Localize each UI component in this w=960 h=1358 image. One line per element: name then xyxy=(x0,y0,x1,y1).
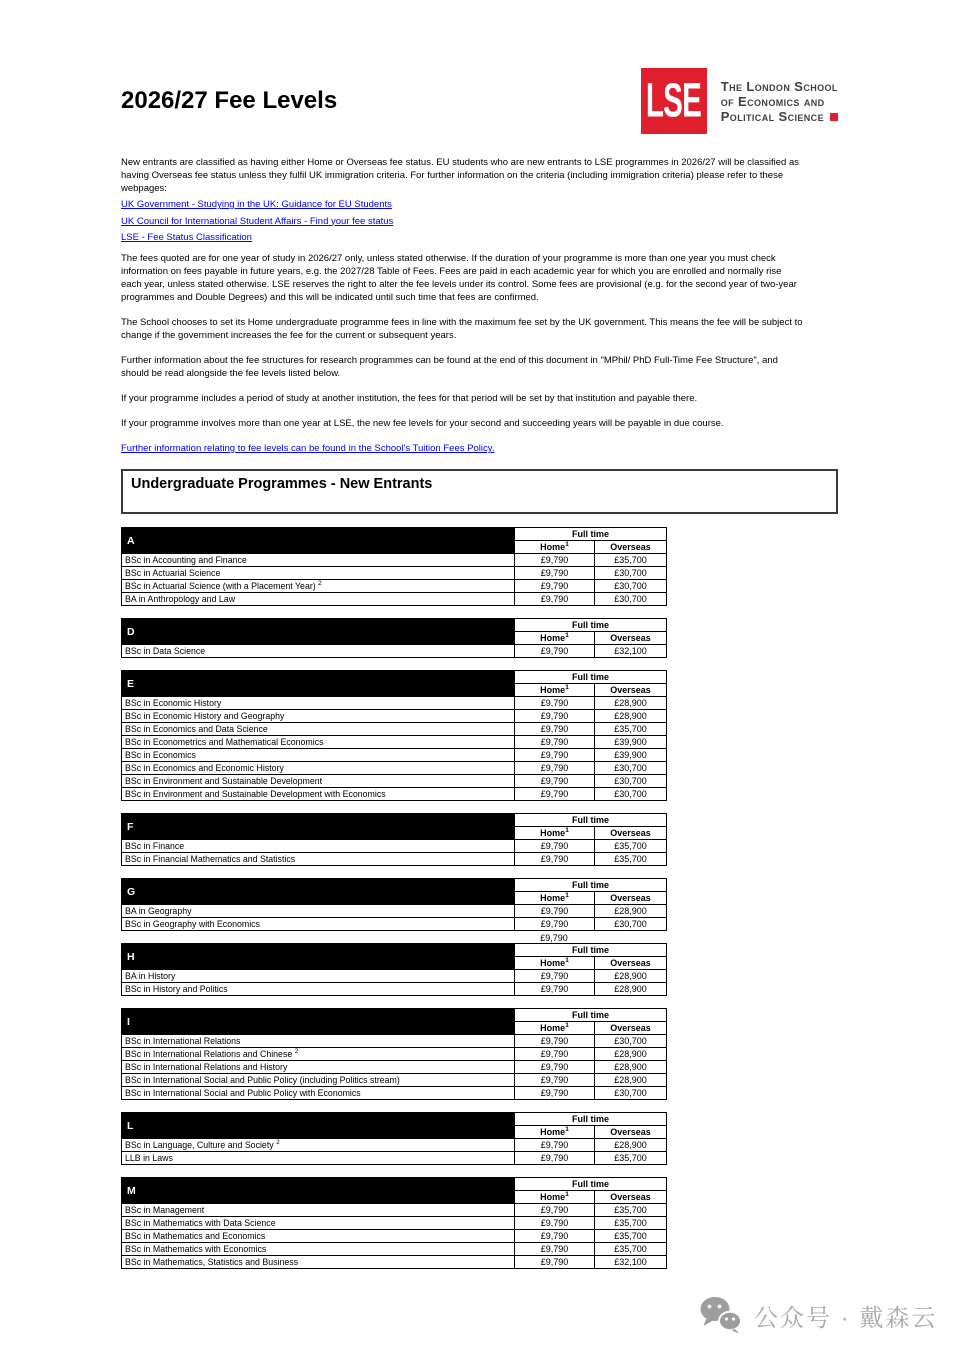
document-header xyxy=(121,66,838,136)
section-letter: M xyxy=(122,1178,515,1204)
overseas-fee-cell: £32,100 xyxy=(595,645,667,658)
paragraph-line: If your programme includes a period of study at another institution, the fees for that period will be set by that institution and payable there. xyxy=(121,393,698,404)
table-header-row xyxy=(122,879,667,892)
table-header-row xyxy=(122,1113,667,1126)
table-row xyxy=(122,697,667,710)
table-row xyxy=(122,905,667,918)
paragraph-line: If your programme involves more than one year at LSE, the new fee levels for your second and succeeding years will be payable in due course. xyxy=(121,418,724,429)
table-header-row xyxy=(122,619,667,632)
overseas-fee-cell: £35,700 xyxy=(595,1230,667,1243)
overseas-column-header: Overseas xyxy=(595,957,667,970)
programme-name: BSc in Economics and Data Science xyxy=(125,724,268,734)
home-column-header xyxy=(515,684,595,697)
programme-cell xyxy=(122,567,515,580)
fee-table-F xyxy=(121,813,667,866)
table-row xyxy=(122,1152,667,1165)
programme-cell xyxy=(122,580,515,593)
programme-name: BSc in Econometrics and Mathematical Economics xyxy=(125,737,324,747)
paragraph xyxy=(121,156,838,195)
full-time-header: Full time xyxy=(515,528,667,541)
overseas-fee-cell: £35,700 xyxy=(595,840,667,853)
home-fee-cell: £9,790 xyxy=(515,710,595,723)
home-fee-cell: £9,790 xyxy=(515,1035,595,1048)
programme-cell xyxy=(122,736,515,749)
home-label: Home xyxy=(540,958,566,968)
overseas-fee-cell: £30,700 xyxy=(595,762,667,775)
overseas-fee-cell: £28,900 xyxy=(595,983,667,996)
footnote-marker: 2 xyxy=(276,1139,280,1147)
programme-name: BSc in Environment and Sustainable Development with Economics xyxy=(125,789,386,799)
fee-table-L xyxy=(121,1112,667,1165)
programme-name: BSc in Mathematics with Data Science xyxy=(125,1218,276,1228)
full-time-header: Full time xyxy=(515,1178,667,1191)
home-label: Home xyxy=(540,828,566,838)
overseas-fee-cell: £39,900 xyxy=(595,749,667,762)
logo-line-3: Political Science xyxy=(720,109,824,124)
home-fee-cell: £9,790 xyxy=(515,775,595,788)
full-time-header: Full time xyxy=(515,879,667,892)
home-fee-cell: £9,790 xyxy=(515,918,595,931)
home-fee-cell: £9,790 xyxy=(515,645,595,658)
paragraph-line: should be read alongside the fee levels listed below. xyxy=(121,368,341,379)
home-fee-cell: £9,790 xyxy=(515,1204,595,1217)
table-row xyxy=(122,1139,667,1152)
fee-table-A xyxy=(121,527,667,606)
overseas-fee-cell: £30,700 xyxy=(595,1087,667,1100)
table-row xyxy=(122,736,667,749)
programme-name: BSc in Mathematics with Economics xyxy=(125,1244,267,1254)
home-fee-cell: £9,790 xyxy=(515,905,595,918)
home-fee-cell: £9,790 xyxy=(515,593,595,606)
programme-name: BSc in International Social and Public Policy (including Politics stream) xyxy=(125,1075,400,1085)
paragraph-line: The School chooses to set its Home undergraduate programme fees in line with the maximum fee set by the UK government. This means the fee will be subject to xyxy=(121,317,803,328)
section-letter: D xyxy=(122,619,515,645)
home-footnote-marker: 1 xyxy=(565,957,569,964)
overseas-fee-cell: £35,700 xyxy=(595,1217,667,1230)
home-fee-cell: £9,790 xyxy=(515,1087,595,1100)
home-column-header xyxy=(515,541,595,554)
programme-name: BSc in Economics and Economic History xyxy=(125,763,284,773)
link-ukcisa-fee-status[interactable]: UK Council for International Student Affairs - Find your fee status xyxy=(121,215,394,227)
programme-name: BSc in Finance xyxy=(125,841,185,851)
programme-cell xyxy=(122,853,515,866)
footnote-marker: 2 xyxy=(318,580,322,588)
programme-name: BSc in Economic History xyxy=(125,698,222,708)
overseas-column-header: Overseas xyxy=(595,1191,667,1204)
programme-cell xyxy=(122,554,515,567)
programme-name: BSc in Language, Culture and Society xyxy=(125,1140,274,1150)
home-fee-cell: £9,790 xyxy=(515,580,595,593)
programme-name: BSc in Actuarial Science (with a Placement Year) xyxy=(125,581,316,591)
home-label: Home xyxy=(540,542,566,552)
overseas-column-header: Overseas xyxy=(595,1022,667,1035)
table-row xyxy=(122,840,667,853)
lse-logo-wordmark xyxy=(721,68,838,124)
table-row xyxy=(122,983,667,996)
overseas-fee-cell: £30,700 xyxy=(595,775,667,788)
overseas-column-header: Overseas xyxy=(595,892,667,905)
table-row xyxy=(122,788,667,801)
home-fee-cell: £9,790 xyxy=(515,567,595,580)
table-header-row xyxy=(122,528,667,541)
section-heading: Undergraduate Programmes - New Entrants xyxy=(131,476,433,492)
programme-cell xyxy=(122,775,515,788)
paragraph xyxy=(121,417,838,430)
paragraph xyxy=(121,392,838,405)
table-row xyxy=(122,918,667,931)
overseas-column-header: Overseas xyxy=(595,632,667,645)
programme-cell xyxy=(122,749,515,762)
programme-name: BA in Geography xyxy=(125,906,192,916)
home-column-header xyxy=(515,1022,595,1035)
programme-name: BSc in International Relations and History xyxy=(125,1062,288,1072)
programme-name: BSc in Geography with Economics xyxy=(125,919,260,929)
programme-cell xyxy=(122,1243,515,1256)
programme-name: BSc in Financial Mathematics and Statistics xyxy=(125,854,296,864)
programme-name: BSc in Mathematics and Economics xyxy=(125,1231,266,1241)
logo-line-1: The London School xyxy=(720,79,838,94)
table-header-row xyxy=(122,944,667,957)
section-letter: F xyxy=(122,814,515,840)
table-row xyxy=(122,1087,667,1100)
table-row xyxy=(122,567,667,580)
intro-text-block xyxy=(121,156,838,455)
home-footnote-marker: 1 xyxy=(565,541,569,548)
home-footnote-marker: 1 xyxy=(565,684,569,691)
home-footnote-marker: 1 xyxy=(565,827,569,834)
fee-table-I xyxy=(121,1008,667,1100)
programme-name: BA in History xyxy=(125,971,176,981)
overseas-fee-cell: £30,700 xyxy=(595,567,667,580)
programme-cell xyxy=(122,918,515,931)
overseas-fee-cell: £30,700 xyxy=(595,580,667,593)
home-fee-cell: £9,790 xyxy=(515,697,595,710)
full-time-header: Full time xyxy=(515,944,667,957)
overseas-fee-cell: £28,900 xyxy=(595,905,667,918)
programme-name: LLB in Laws xyxy=(125,1153,173,1163)
table-header-row xyxy=(122,1178,667,1191)
orphan-home-fee: £9,790 xyxy=(540,933,568,943)
home-column-header xyxy=(515,892,595,905)
home-label: Home xyxy=(540,1127,566,1137)
home-fee-cell: £9,790 xyxy=(515,853,595,866)
table-row xyxy=(122,853,667,866)
programme-name: BSc in Data Science xyxy=(125,646,206,656)
programme-name: BSc in Actuarial Science xyxy=(125,568,221,578)
paragraph-line: information on fees payable in future years, e.g. the 2027/28 Table of Fees. Fees are paid in each academic year for which you are enrolled and normally rise xyxy=(121,266,782,277)
fee-table-H xyxy=(121,943,667,996)
logo-red-square-icon xyxy=(830,113,838,121)
programme-cell xyxy=(122,1256,515,1269)
overseas-fee-cell: £32,100 xyxy=(595,1256,667,1269)
programme-cell xyxy=(122,1152,515,1165)
home-fee-cell: £9,790 xyxy=(515,736,595,749)
programme-cell xyxy=(122,1139,515,1152)
overseas-fee-cell: £35,700 xyxy=(595,1152,667,1165)
home-footnote-marker: 1 xyxy=(565,1022,569,1029)
overseas-fee-cell: £35,700 xyxy=(595,1204,667,1217)
link-lse-fee-status-classification[interactable]: LSE - Fee Status Classification xyxy=(121,232,252,243)
section-letter: L xyxy=(122,1113,515,1139)
table-row xyxy=(122,593,667,606)
programme-cell xyxy=(122,710,515,723)
overseas-fee-cell: £30,700 xyxy=(595,918,667,931)
table-row xyxy=(122,762,667,775)
home-column-header xyxy=(515,632,595,645)
programme-cell xyxy=(122,1048,515,1061)
overseas-column-header: Overseas xyxy=(595,1126,667,1139)
home-fee-cell: £9,790 xyxy=(515,788,595,801)
lse-logo-square xyxy=(641,68,707,134)
programme-name: BSc in Management xyxy=(125,1205,205,1215)
table-row xyxy=(122,970,667,983)
programme-cell xyxy=(122,1204,515,1217)
overseas-fee-cell: £28,900 xyxy=(595,697,667,710)
overseas-column-header: Overseas xyxy=(595,827,667,840)
programme-cell xyxy=(122,970,515,983)
paragraph-line: programmes and Double Degrees) and this will be indicated until such time that fees are confirmed. xyxy=(121,292,539,303)
table-row xyxy=(122,1048,667,1061)
programme-cell xyxy=(122,840,515,853)
home-label: Home xyxy=(540,1023,566,1033)
home-footnote-marker: 1 xyxy=(565,1126,569,1133)
table-row xyxy=(122,580,667,593)
home-fee-cell: £9,790 xyxy=(515,723,595,736)
table-row xyxy=(122,1256,667,1269)
programme-name: BSc in Mathematics, Statistics and Business xyxy=(125,1257,299,1267)
overseas-fee-cell: £35,700 xyxy=(595,1243,667,1256)
full-time-header: Full time xyxy=(515,619,667,632)
fee-table-E xyxy=(121,670,667,801)
home-footnote-marker: 1 xyxy=(565,1191,569,1198)
logo-line-2: of Economics and xyxy=(720,94,825,109)
home-fee-cell: £9,790 xyxy=(515,970,595,983)
overseas-fee-cell: £30,700 xyxy=(595,593,667,606)
section-letter: H xyxy=(122,944,515,970)
full-time-header: Full time xyxy=(515,1009,667,1022)
home-fee-cell: £9,790 xyxy=(515,749,595,762)
programme-cell xyxy=(122,1230,515,1243)
table-row xyxy=(122,1204,667,1217)
home-column-header xyxy=(515,1126,595,1139)
table-row xyxy=(122,1243,667,1256)
programme-name: BSc in Environment and Sustainable Development xyxy=(125,776,323,786)
full-time-header: Full time xyxy=(515,814,667,827)
overseas-fee-cell: £35,700 xyxy=(595,723,667,736)
fee-table-D xyxy=(121,618,667,658)
table-header-row xyxy=(122,1009,667,1022)
fee-table-M xyxy=(121,1177,667,1269)
table-row xyxy=(122,1061,667,1074)
programme-name: BSc in History and Politics xyxy=(125,984,228,994)
table-row xyxy=(122,554,667,567)
paragraph-line: change if the government increases the fee for the current or subsequent years. xyxy=(121,330,457,341)
table-row xyxy=(122,723,667,736)
paragraph-line: New entrants are classified as having either Home or Overseas fee status. EU students who are new entrants to LSE programmes in 2026/27 will be classified as xyxy=(121,157,800,168)
page-title: 2026/27 Fee Levels xyxy=(121,87,338,114)
home-fee-cell: £9,790 xyxy=(515,1074,595,1087)
programme-cell xyxy=(122,1074,515,1087)
full-time-header: Full time xyxy=(515,1113,667,1126)
paragraph-line: The fees quoted are for one year of study in 2026/27 only, unless stated otherwise. If the duration of your programme is more than one year you must check xyxy=(121,253,776,264)
home-label: Home xyxy=(540,685,566,695)
table-header-row xyxy=(122,814,667,827)
programme-cell xyxy=(122,1061,515,1074)
programme-cell xyxy=(122,1217,515,1230)
overseas-fee-cell: £35,700 xyxy=(595,853,667,866)
home-fee-cell: £9,790 xyxy=(515,1139,595,1152)
section-letter: G xyxy=(122,879,515,905)
home-fee-cell: £9,790 xyxy=(515,1256,595,1269)
overseas-fee-cell: £39,900 xyxy=(595,736,667,749)
overseas-fee-cell: £30,700 xyxy=(595,1035,667,1048)
home-fee-cell: £9,790 xyxy=(515,840,595,853)
section-heading-box xyxy=(121,469,838,514)
paragraph-line: Further information about the fee structures for research programmes can be found at the end of this document in "MPhil/ PhD Full-Time Fee Structure", and xyxy=(121,355,778,366)
programme-cell xyxy=(122,1035,515,1048)
programme-name: BSc in Accounting and Finance xyxy=(125,555,247,565)
programme-cell xyxy=(122,788,515,801)
table-row xyxy=(122,1230,667,1243)
home-fee-cell: £9,790 xyxy=(515,1217,595,1230)
paragraph xyxy=(121,252,838,304)
home-label: Home xyxy=(540,893,566,903)
home-fee-cell: £9,790 xyxy=(515,1152,595,1165)
section-letter: E xyxy=(122,671,515,697)
programme-name: BSc in International Relations and Chinese xyxy=(125,1049,293,1059)
watermark-text: 公众号 · 戴森云 xyxy=(754,1304,938,1332)
section-letter: A xyxy=(122,528,515,554)
orphan-fee-row xyxy=(121,931,666,943)
overseas-column-header: Overseas xyxy=(595,684,667,697)
paragraph xyxy=(121,316,838,342)
programme-name: BSc in Economic History and Geography xyxy=(125,711,285,721)
home-fee-cell: £9,790 xyxy=(515,983,595,996)
paragraph xyxy=(121,354,838,380)
overseas-fee-cell: £28,900 xyxy=(595,1139,667,1152)
programme-cell xyxy=(122,645,515,658)
table-header-row xyxy=(122,671,667,684)
programme-cell xyxy=(122,983,515,996)
document-page xyxy=(121,0,838,1281)
fee-table-G xyxy=(121,878,667,931)
link-uk-government-eu-students[interactable]: UK Government - Studying in the UK: Guidance for EU Students xyxy=(121,199,392,210)
table-row xyxy=(122,749,667,762)
full-time-header: Full time xyxy=(515,671,667,684)
overseas-fee-cell: £35,700 xyxy=(595,554,667,567)
table-row xyxy=(122,710,667,723)
programme-name: BSc in International Relations xyxy=(125,1036,241,1046)
programme-name: BSc in International Social and Public Policy with Economics xyxy=(125,1088,361,1098)
logo-line-3-wrap xyxy=(721,109,838,124)
home-fee-cell: £9,790 xyxy=(515,1048,595,1061)
home-fee-cell: £9,790 xyxy=(515,1243,595,1256)
home-column-header xyxy=(515,957,595,970)
footnote-marker: 2 xyxy=(294,1048,299,1056)
overseas-fee-cell: £30,700 xyxy=(595,788,667,801)
home-footnote-marker: 1 xyxy=(565,632,569,639)
programme-cell xyxy=(122,905,515,918)
paragraph-line: webpages: xyxy=(121,183,167,194)
fee-tables-container xyxy=(121,527,838,1269)
wechat-icon xyxy=(698,1295,744,1335)
home-fee-cell: £9,790 xyxy=(515,1061,595,1074)
programme-name: BA in Anthropology and Law xyxy=(125,594,236,604)
section-letter: I xyxy=(122,1009,515,1035)
home-column-header xyxy=(515,827,595,840)
programme-cell xyxy=(122,1087,515,1100)
table-row xyxy=(122,645,667,658)
programme-cell xyxy=(122,762,515,775)
home-label: Home xyxy=(540,1192,566,1202)
paragraph-line: each year, unless stated otherwise. LSE reserves the right to alter the fee levels under its control. Some fees are provisional (e.g. for the second year of two-year xyxy=(121,279,797,290)
home-column-header xyxy=(515,1191,595,1204)
lse-logo-acronym: LSE xyxy=(646,73,702,127)
table-row xyxy=(122,1217,667,1230)
watermark xyxy=(698,1295,937,1335)
home-footnote-marker: 1 xyxy=(565,892,569,899)
overseas-fee-cell: £28,900 xyxy=(595,970,667,983)
link-tuition-fees-policy[interactable]: Further information relating to fee levels can be found in the School's Tuition Fees Policy. xyxy=(121,443,495,454)
programme-cell xyxy=(122,723,515,736)
lse-logo xyxy=(641,68,838,134)
overseas-fee-cell: £28,900 xyxy=(595,710,667,723)
overseas-column-header: Overseas xyxy=(595,541,667,554)
home-fee-cell: £9,790 xyxy=(515,554,595,567)
programme-name: BSc in Economics xyxy=(125,750,196,760)
overseas-fee-cell: £28,900 xyxy=(595,1048,667,1061)
overseas-fee-cell: £28,900 xyxy=(595,1061,667,1074)
home-label: Home xyxy=(540,633,566,643)
table-row xyxy=(122,775,667,788)
paragraph-line: having Overseas fee status unless they fulfil UK immigration criteria. For further information on the criteria (including immigration criteria) please refer to these xyxy=(121,170,784,181)
programme-cell xyxy=(122,697,515,710)
home-fee-cell: £9,790 xyxy=(515,762,595,775)
table-row xyxy=(122,1035,667,1048)
programme-cell xyxy=(122,593,515,606)
home-fee-cell: £9,790 xyxy=(515,1230,595,1243)
overseas-fee-cell: £28,900 xyxy=(595,1074,667,1087)
table-row xyxy=(122,1074,667,1087)
